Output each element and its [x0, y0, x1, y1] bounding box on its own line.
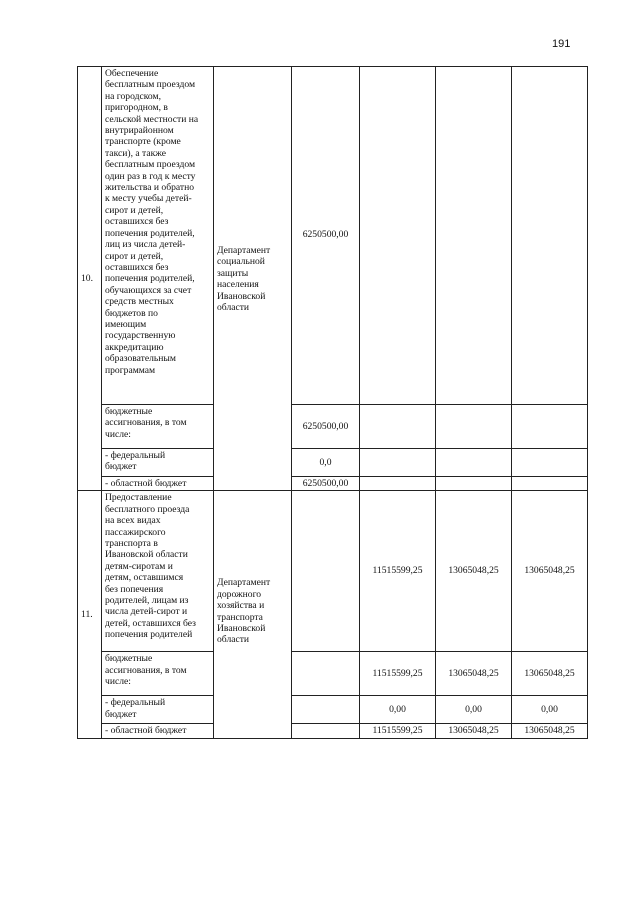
table-row	[78, 449, 588, 477]
row-number: 11.	[78, 491, 102, 738]
value-cell	[512, 449, 588, 477]
sub-label: бюджетные ассигнования, в том числе:	[102, 405, 214, 449]
value-cell: 13065048,25	[436, 724, 512, 738]
measure-name: Предоставление бесплатного проезда на всех видах пассажирского транспорта в Ивановской области детям-сиротам и детям, оставшимся без попечения родителей, лицам из числа детей-сирот и детей, оставшихся без попечения родителей	[102, 491, 214, 652]
value-cell: 0,00	[512, 696, 588, 724]
sub-label: бюджетные ассигнования, в том числе:	[102, 652, 214, 696]
value-cell: 6250500,00	[292, 405, 360, 449]
value-cell	[360, 67, 436, 405]
value-cell	[436, 67, 512, 405]
sub-label: - федеральный бюджет	[102, 696, 214, 724]
value-cell: 0,00	[436, 696, 512, 724]
table-row	[78, 405, 588, 449]
value-cell: 11515599,25	[360, 491, 436, 652]
sub-label: - федеральный бюджет	[102, 449, 214, 477]
value-cell: 6250500,00	[292, 477, 360, 491]
executor: Департамент социальной защиты населения Ивановской области	[214, 67, 292, 491]
budget-table	[77, 66, 588, 739]
value-cell: 0,00	[360, 696, 436, 724]
page-number: 191	[552, 38, 571, 50]
value-cell	[360, 477, 436, 491]
value-cell	[512, 67, 588, 405]
sub-label: - областной бюджет	[102, 724, 214, 738]
row-number: 10.	[78, 67, 102, 491]
value-cell	[436, 405, 512, 449]
value-cell	[512, 477, 588, 491]
value-cell	[292, 696, 360, 724]
value-cell	[292, 491, 360, 652]
value-cell: 13065048,25	[436, 652, 512, 696]
value-cell: 11515599,25	[360, 724, 436, 738]
value-cell: 13065048,25	[436, 491, 512, 652]
value-cell	[292, 652, 360, 696]
value-cell: 13065048,25	[512, 724, 588, 738]
measure-name: Обеспечение бесплатным проездом на городском, пригородном, в сельской местности на внутрирайонном транспорте (кроме такси), а также бесплатным проездом один раз в год к месту жительства и обратно к месту учебы детей- сирот и детей, оставшихся без попечения родителей, лиц из числа детей- сирот и детей, оставшихся без попечения родителей, обучающихся за счет средств местных бюджетов по имеющим государственную аккредитацию образовательным программам	[102, 67, 214, 405]
table-row	[78, 67, 588, 405]
table-row	[78, 491, 588, 652]
value-cell: 11515599,25	[360, 652, 436, 696]
value-cell	[436, 449, 512, 477]
executor: Департамент дорожного хозяйства и транспорта Ивановской области	[214, 491, 292, 738]
value-cell: 13065048,25	[512, 491, 588, 652]
value-cell: 0,0	[292, 449, 360, 477]
value-cell	[360, 405, 436, 449]
value-cell	[436, 477, 512, 491]
table-row	[78, 724, 588, 738]
value-cell	[512, 405, 588, 449]
table-row	[78, 652, 588, 696]
value-cell	[292, 724, 360, 738]
value-cell: 6250500,00	[292, 67, 360, 405]
table-row	[78, 696, 588, 724]
sub-label: - областной бюджет	[102, 477, 214, 491]
value-cell	[360, 449, 436, 477]
table-row	[78, 477, 588, 491]
value-cell: 13065048,25	[512, 652, 588, 696]
